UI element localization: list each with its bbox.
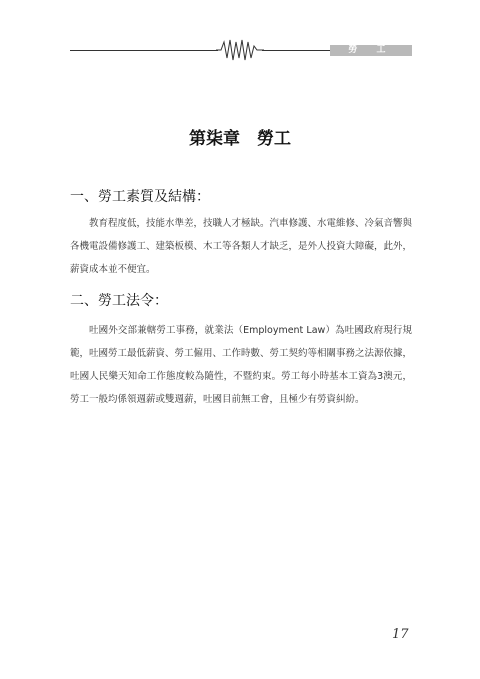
chapter-title: 第柒章 勞工 bbox=[189, 129, 291, 149]
header-rule-left bbox=[70, 50, 218, 51]
page-header bbox=[0, 0, 480, 70]
page-number: 17 bbox=[392, 627, 409, 642]
section-heading-labor-law: 二、勞工法令： bbox=[70, 293, 168, 309]
header-rule-right bbox=[262, 50, 332, 51]
section-heading-labor-quality: 一、勞工素質及結構： bbox=[70, 189, 210, 205]
paragraph-labor-quality: 教育程度低，技能水準差，技職人才極缺。汽車修護、水電維修、冷氣音響與各機電設備修護工、建築板模、木工等各類人才缺乏，是外人投資大障礙，此外，薪資成本並不便宜。 bbox=[70, 218, 413, 275]
section-tab-label: 勞 工 bbox=[330, 45, 412, 56]
paragraph-labor-law: 吐國外交部兼轄勞工事務，就業法（Employment Law）為吐國政府現行規範，吐國勞工最低薪資、勞工僱用、工作時數、勞工契約等相關事務之法源依據，吐國人民樂天知命工作態度較為隨性，不暨約束。勞工每小時基本工資為3澳元，勞工一般均係領週薪或雙週薪，吐國目前無工會，且極少有勞資糾紛。 bbox=[70, 325, 413, 405]
zigzag-ornament-icon bbox=[216, 38, 264, 62]
